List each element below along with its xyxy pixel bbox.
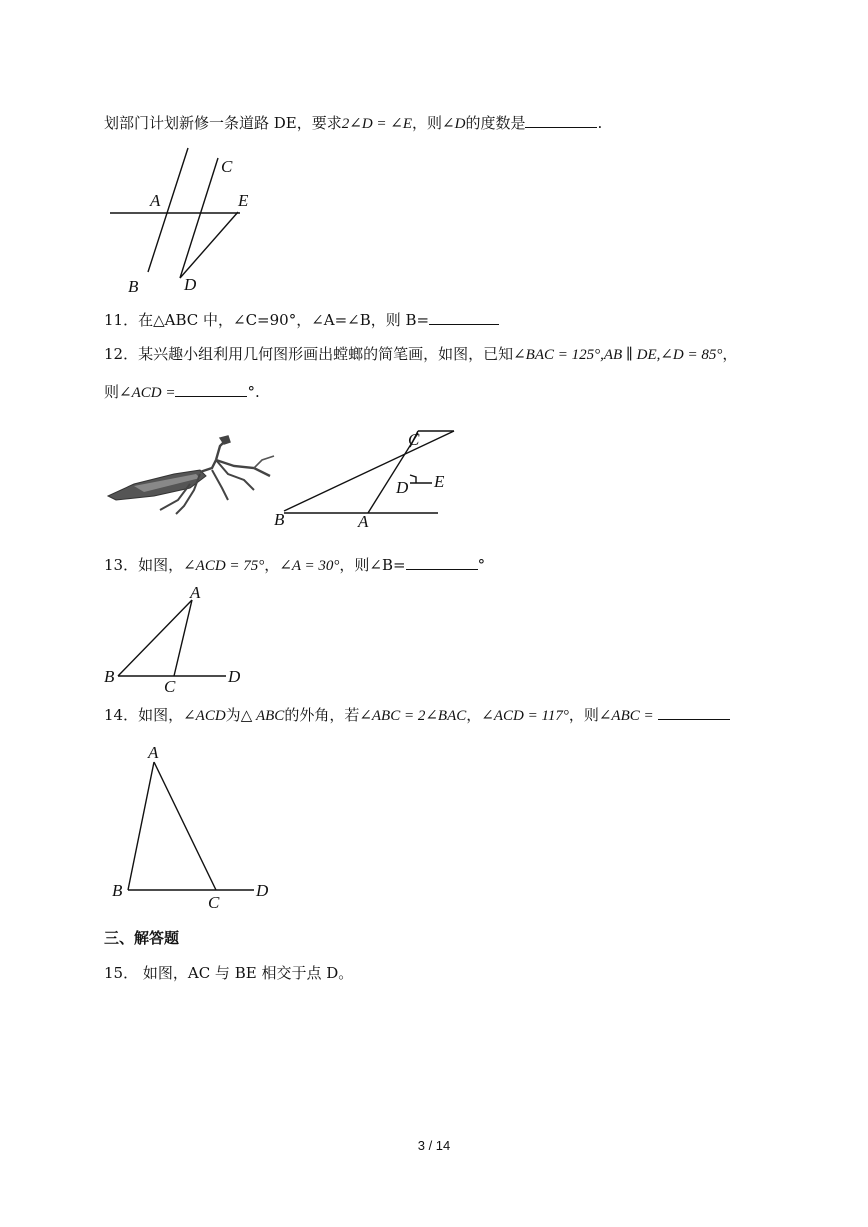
q14-math-question: ∠ABC = (598, 708, 654, 724)
q14-math-triangle: △ ABC (240, 708, 285, 724)
q10-math-condition: 2∠D = ∠E (341, 116, 413, 132)
q12-label-b: B (274, 510, 285, 529)
q14-line-ba (128, 762, 154, 890)
q10-figure (100, 140, 280, 300)
q14-math-acd-value: ∠ACD = 117° (481, 708, 569, 724)
q12-math-given: ∠BAC = 125°,AB ∥ DE,∠D = 85° (513, 347, 723, 363)
q13-answer-blank[interactable] (406, 555, 478, 570)
q10-label-d: D (184, 275, 197, 294)
q10-text: 划部门计划新修一条道路 DE，要求2∠D = ∠E，则∠D的度数是 . (104, 114, 603, 132)
q14-text: 14．如图，∠ACD为△ ABC的外角，若∠ABC = 2∠BAC，∠ACD = 117°，则∠ABC = (104, 705, 730, 726)
q10-line-ab (148, 148, 188, 272)
q14-figure (108, 740, 288, 915)
section-3-heading: 三、解答题 (104, 929, 180, 947)
q14-label-d: D (256, 881, 269, 900)
q12-math-question: ∠ACD = (119, 385, 176, 401)
q12-label-c: C (408, 430, 420, 449)
q12-angle-mark (410, 475, 416, 483)
q13-figure (100, 582, 260, 697)
q13-label-c: C (164, 677, 176, 696)
q14-label-b: B (112, 881, 123, 900)
q12-figure (270, 425, 470, 535)
q14-line-ca (154, 762, 216, 890)
page-number: 3 / 14 (417, 1138, 451, 1153)
q10-line-de (180, 212, 238, 278)
q14-answer-blank[interactable] (658, 705, 730, 720)
q14-math-condition: ∠ABC = 2∠BAC (359, 708, 467, 724)
q12-label-a: A (358, 512, 369, 531)
q12-answer-blank[interactable] (175, 382, 247, 397)
q12-text-line2: 则∠ACD = °. (104, 383, 260, 401)
q11-answer-blank[interactable] (429, 310, 499, 325)
q13-line-ca (174, 600, 192, 676)
q13-label-d: D (228, 667, 241, 686)
q13-text: 13．如图，∠ACD = 75°，∠A = 30°，则∠B= ° (104, 556, 486, 574)
q10-label-a: A (150, 191, 161, 210)
mantis-illustration (104, 430, 280, 520)
q14-label-a: A (148, 743, 159, 762)
q10-line-c (180, 158, 218, 278)
q10-label-c: C (221, 157, 233, 176)
q10-label-e: E (238, 191, 249, 210)
q10-label-b: B (128, 277, 139, 296)
q13-label-b: B (104, 667, 115, 686)
q12-line-bc (284, 431, 454, 511)
q13-math-a: ∠A = 30° (279, 558, 340, 574)
q12-label-d: D (396, 478, 409, 497)
q10-answer-blank[interactable] (525, 113, 597, 128)
q15-text: 15． 如图，AC 与 BE 相交于点 D。 (104, 964, 354, 982)
q13-label-a: A (190, 583, 201, 602)
q14-math-acd: ∠ACD (183, 708, 226, 724)
q11-text: 11．在△ABC 中，∠C=90°，∠A=∠B，则 B= (104, 310, 499, 330)
q13-math-acd: ∠ACD = 75° (183, 558, 265, 574)
q12-text-line1: 12．某兴趣小组利用几何图形画出螳螂的简笔画，如图，已知∠BAC = 125°,AB ∥ DE,∠D = 85°， (104, 345, 738, 363)
q14-label-c: C (208, 893, 220, 912)
q10-math-angle: ∠D (442, 116, 466, 132)
q12-label-e: E (434, 472, 445, 491)
q13-line-ba (118, 600, 192, 676)
